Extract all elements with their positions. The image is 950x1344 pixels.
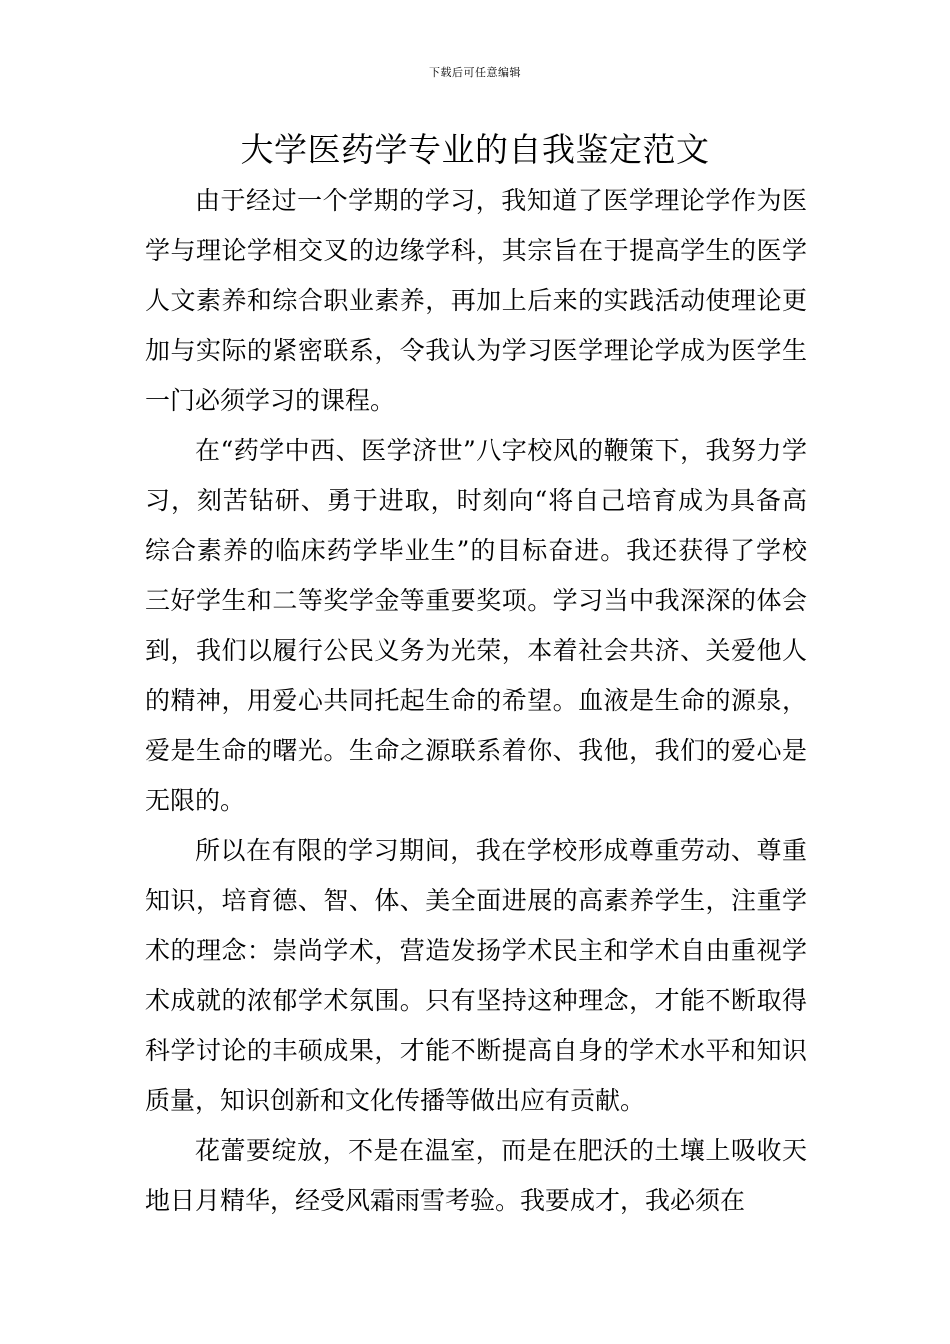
document-body bbox=[145, 176, 807, 1226]
paragraph: 在“药学中西、医学济世”八字校风的鞭策下，我努力学习，刻苦钻研、勇于进取，时刻向“将自己培育成为具备高综合素养的临床药学毕业生”的目标奋进。我还获得了学校三好学生和二等奖学金等重要奖项。学习当中我深深的体会到，我们以履行公民义务为光荣，本着社会共济、关爱他人的精神，用爱心共同托起生命的希望。血液是生命的源泉，爱是生命的曙光。生命之源联系着你、我他，我们的爱心是无限的。 bbox=[145, 436, 807, 815]
header-note: 下载后可任意编辑 bbox=[429, 66, 521, 79]
paragraph: 花蕾要绽放，不是在温室，而是在肥沃的土壤上吸收天地日月精华，经受风霜雨雪考验。我要成才，我必须在 bbox=[145, 1136, 807, 1215]
paragraph: 由于经过一个学期的学习，我知道了医学理论学作为医学与理论学相交叉的边缘学科，其宗旨在于提高学生的医学人文素养和综合职业素养，再加上后来的实践活动使理论更加与实际的紧密联系，令我认为学习医学理论学成为医学生一门必须学习的课程。 bbox=[145, 186, 807, 415]
paragraph: 所以在有限的学习期间，我在学校形成尊重劳动、尊重知识，培育德、智、体、美全面进展的高素养学生，注重学术的理念：崇尚学术，营造发扬学术民主和学术自由重视学术成就的浓郁学术氛围。只有坚持这种理念，才能不断取得科学讨论的丰硕成果，才能不断提高自身的学术水平和知识质量，知识创新和文化传播等做出应有贡献。 bbox=[145, 836, 807, 1115]
document-title: 大学医药学专业的自我鉴定范文 bbox=[240, 130, 710, 169]
